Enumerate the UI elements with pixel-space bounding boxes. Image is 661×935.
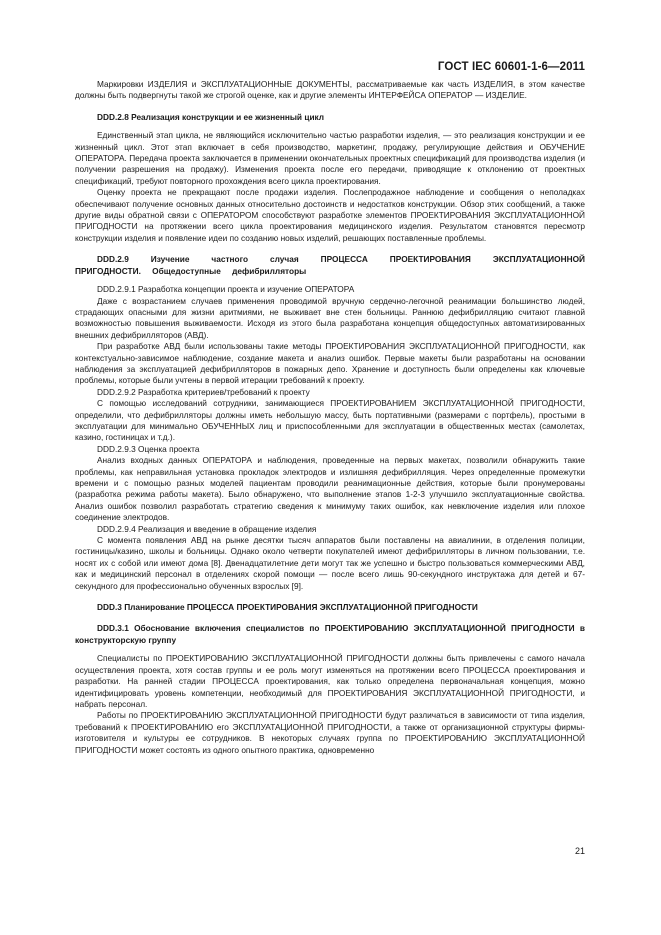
paragraph-specialists: Специалисты по ПРОЕКТИРОВАНИЮ ЭКСПЛУАТАЦИОННОЙ ПРИГОДНОСТИ должны быть привлечены с самого начала осуществления проекта, хотя состав группы и ее роль могут изменяться на протяжении всего ПРОЦЕССА проектирования и разработки. На ранней стадии ПРОЦЕССА проектирования, как только определена первоначальная концепция, можно идентифицировать уровень компетенции, необходимый для ПРОЕКТИРОВАНИЯ ЭКСПЛУАТАЦИОННОЙ ПРИГОДНОСТИ, и набрать персонал. [75, 653, 585, 709]
subheading-ddd-2-9-4: DDD.2.9.4 Реализация и введение в обращение изделия [97, 523, 317, 534]
subheading-ddd-2-9-1: DDD.2.9.1 Разработка концепции проекта и изучение ОПЕРАТОРА [97, 284, 355, 295]
heading-ddd-3: DDD.3 Планирование ПРОЦЕССА ПРОЕКТИРОВАНИЯ ЭКСПЛУАТАЦИОННОЙ ПРИГОДНОСТИ [97, 602, 478, 613]
page-number: 21 [574, 846, 585, 856]
paragraph-markings: Маркировки ИЗДЕЛИЯ и ЭКСПЛУАТАЦИОННЫЕ ДОКУМЕНТЫ, рассматриваемые как часть ИЗДЕЛИЯ, в этом качестве должны быть подвергнуты такой же строгой оценке, как и другие элементы ИНТЕРФЕЙСА ОПЕРАТОР — ИЗДЕЛИЕ. [75, 79, 585, 101]
paragraph-aed-concept: Даже с возрастанием случаев применения проводимой вручную сердечно-легочной реанимации большинство людей, страдающих опасными для жизни аритмиями, не выживает вне стен больницы. Раннюю дефибрилляцию считают главной возможностью повышения выживаемости. Исходя из этого была разработана концепция общедоступных автоматизированных внешних дефибрилляторов (АВД). [75, 295, 585, 340]
document-body [75, 79, 585, 756]
subheading-ddd-2-9-3: DDD.2.9.3 Оценка проекта [97, 443, 200, 454]
paragraph-aed-requirements: С помощью исследований сотрудники, занимающиеся ПРОЕКТИРОВАНИЕМ ЭКСПЛУАТАЦИОННОЙ ПРИГОДНОСТИ, определили, что дефибрилляторы должны иметь небольшую массу, быть портативными (размерами с портфель), простыми в эксплуатации для минимально ОБУЧЕННЫХ лиц и приспособленными для эксплуатации в общественных местах (самолетах, казино, гостиницах и т.д.). [75, 398, 585, 443]
heading-ddd-2-9: DDD.2.9 Изучение частного случая ПРОЦЕССА ПРОЕКТИРОВАНИЯ ЭКСПЛУАТАЦИОННОЙ ПРИГОДНОСТИ. Общедоступные дефибрилляторы [75, 254, 585, 276]
paragraph-aed-market: С момента появления АВД на рынке десятки тысяч аппаратов были поставлены на авиалинии, в отделения полиции, гостиницы/казино, школы и больницы. Однако около четверти покупателей имеют дефибрилляторы в личном пользовании, т.е. носят их с собой или имеют дома [8]. Двенадцатилетние дети могут так же успешно и быстро пользоваться коммерческими АВД, как и медицинский персонал в отделениях скорой помощи — после всего лишь 90-секундного инструктажа для детей и 67-секундного для профессионально обученных взрослых [9]. [75, 535, 585, 591]
subheading-ddd-2-9-2: DDD.2.9.2 Разработка критериев/требований к проекту [97, 386, 310, 397]
paragraph-post-sale: Оценку проекта не прекращают после продажи изделия. Послепродажное наблюдение и сообщения о неполадках обеспечивают получение основных данных относительно достоинств и недостатков конструкции. Обзор этих сообщений, а также другие виды обратной связи с ОПЕРАТОРОМ способствуют разработке элементов ПРОЕКТИРОВАНИЯ ЭКСПЛУАТАЦИОННОЙ ПРИГОДНОСТИ на протяжении всего цикла проектирования медицинского изделия. Результатом становятся пересмотр конструкции изделия и появление идеи по созданию новых изделий, решающих поставленные проблемы. [75, 187, 585, 243]
paragraph-aed-evaluation: Анализ входных данных ОПЕРАТОРА и наблюдения, проведенные на первых макетах, позволили обнаружить такие проблемы, как неправильная установка прокладок электродов и излишняя дефибрилляция. Через определенные промежутки времени и с помощью разных моделей пациентам проводили реанимационные действия, которые были пронумерованы (разработка режима работы макета). Было обнаружено, что выполнение этапов 1-2-3 улучшило эксплуатационные свойства. Анализ ошибок позволил разработать стратегию сведения к минимуму таких ошибок, как невключение изделия или плохое соединение электродов. [75, 455, 585, 523]
standard-designation: ГОСТ IEC 60601-1-6—2011 [437, 61, 585, 73]
paragraph-aed-methods: При разработке АВД были использованы такие методы ПРОЕКТИРОВАНИЯ ЭКСПЛУАТАЦИОННОЙ ПРИГОДНОСТИ, как контекстуально-зависимое наблюдение, создание макета и анализ ошибок. Первые макеты были разработаны на основании наблюдения за эксплуатацией дефибрилляторов в пожарных депо. Хранение и доступность были определены как ключевые проблемы, которые были учтены в первой итерации требований к проекту. [75, 341, 585, 386]
heading-ddd-3-1: DDD.3.1 Обоснование включения специалистов по ПРОЕКТИРОВАНИЮ ЭКСПЛУАТАЦИОННОЙ ПРИГОДНОСТИ в конструкторскую группу [75, 623, 585, 645]
paragraph-team-composition: Работы по ПРОЕКТИРОВАНИЮ ЭКСПЛУАТАЦИОННОЙ ПРИГОДНОСТИ будут различаться в зависимости от типа изделия, требований к ПРОЕКТИРОВАНИЮ его ЭКСПЛУАТАЦИОННОЙ ПРИГОДНОСТИ, а также от организационной структуры фирмы-изготовителя и культуры ее сотрудников. В некоторых случаях группа по ПРОЕКТИРОВАНИЮ ЭКСПЛУАТАЦИОННОЙ ПРИГОДНОСТИ может состоять из одного опытного практика, одновременно [75, 710, 585, 755]
heading-ddd-2-8: DDD.2.8 Реализация конструкции и ее жизненный цикл [97, 111, 325, 122]
paragraph-lifecycle: Единственный этап цикла, не являющийся исключительно частью разработки изделия, — это реализация конструкции и ее жизненный цикл. Этот этап включает в себя производство, маркетинг, продажу, регулирующие действия и ОБУЧЕНИЕ ОПЕРАТОРА. Передача проекта заключается в применении окончательных проектных спецификаций для производства изделия (и получении разрешения на продажу). Изменения проекта после его передачи, приводящие к отклонению от проектных спецификаций, требуют повторного прохождения всего цикла проектирования. [75, 130, 585, 186]
